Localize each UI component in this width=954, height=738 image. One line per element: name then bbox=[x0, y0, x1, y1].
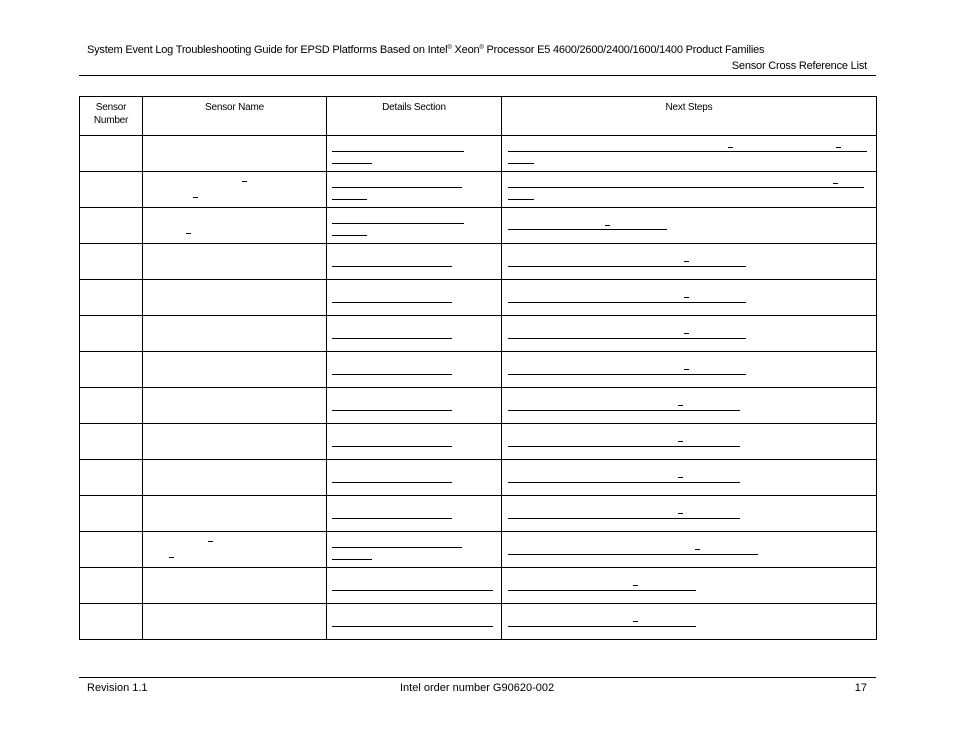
next-steps-link[interactable] bbox=[508, 199, 534, 200]
footer-divider bbox=[79, 677, 876, 678]
next-steps-link[interactable] bbox=[508, 187, 864, 188]
next-steps-cell bbox=[502, 244, 877, 280]
subscript-dash bbox=[684, 369, 689, 370]
subscript-dash bbox=[684, 261, 689, 262]
section-title: Sensor Cross Reference List bbox=[731, 60, 867, 72]
details-section-cell bbox=[327, 532, 502, 568]
revision-label: Revision 1.1 bbox=[87, 682, 148, 694]
table-row bbox=[80, 424, 877, 460]
details-section-cell bbox=[327, 280, 502, 316]
next-steps-link[interactable] bbox=[508, 446, 740, 447]
next-steps-cell bbox=[502, 568, 877, 604]
next-steps-cell bbox=[502, 280, 877, 316]
table-row bbox=[80, 496, 877, 532]
details-section-cell bbox=[327, 496, 502, 532]
details-section-cell bbox=[327, 424, 502, 460]
details-link[interactable] bbox=[332, 590, 493, 591]
next-steps-cell bbox=[502, 532, 877, 568]
order-number: Intel order number G90620-002 bbox=[400, 682, 555, 694]
details-link[interactable] bbox=[332, 163, 372, 164]
details-link[interactable] bbox=[332, 199, 367, 200]
details-section-cell bbox=[327, 460, 502, 496]
table-row bbox=[80, 568, 877, 604]
next-steps-link[interactable] bbox=[508, 554, 758, 555]
details-link[interactable] bbox=[332, 482, 452, 483]
subscript-dash bbox=[678, 441, 683, 442]
subscript-dash bbox=[242, 181, 247, 182]
sensor-number-cell bbox=[80, 388, 143, 424]
details-link[interactable] bbox=[332, 338, 452, 339]
page-number: 17 bbox=[854, 682, 867, 694]
sensor-number-cell bbox=[80, 316, 143, 352]
sensor-name-cell bbox=[143, 532, 327, 568]
details-link[interactable] bbox=[332, 235, 367, 236]
next-steps-cell bbox=[502, 316, 877, 352]
sensor-name-cell bbox=[143, 172, 327, 208]
details-link[interactable] bbox=[332, 223, 464, 224]
table-row bbox=[80, 460, 877, 496]
column-header-sensor-number: Sensor Number bbox=[80, 97, 143, 136]
sensor-number-cell bbox=[80, 172, 143, 208]
subscript-dash bbox=[728, 147, 733, 148]
sensor-name-cell bbox=[143, 496, 327, 532]
subscript-dash bbox=[169, 557, 174, 558]
next-steps-cell bbox=[502, 424, 877, 460]
sensor-number-cell bbox=[80, 352, 143, 388]
table-row bbox=[80, 136, 877, 172]
sensor-name-cell bbox=[143, 208, 327, 244]
column-header-details-section: Details Section bbox=[327, 97, 502, 136]
subscript-dash bbox=[684, 333, 689, 334]
details-link[interactable] bbox=[332, 559, 372, 560]
table-row bbox=[80, 316, 877, 352]
next-steps-link[interactable] bbox=[508, 374, 746, 375]
details-link[interactable] bbox=[332, 518, 452, 519]
details-section-cell bbox=[327, 388, 502, 424]
details-link[interactable] bbox=[332, 547, 462, 548]
next-steps-link[interactable] bbox=[508, 229, 667, 230]
subscript-dash bbox=[684, 297, 689, 298]
table-row bbox=[80, 244, 877, 280]
subscript-dash bbox=[833, 183, 838, 184]
header-divider bbox=[79, 75, 876, 76]
details-section-cell bbox=[327, 604, 502, 640]
details-section-cell bbox=[327, 136, 502, 172]
next-steps-link[interactable] bbox=[508, 163, 534, 164]
column-header-next-steps: Next Steps bbox=[502, 97, 877, 136]
table-row bbox=[80, 208, 877, 244]
column-header-sensor-name: Sensor Name bbox=[143, 97, 327, 136]
details-link[interactable] bbox=[332, 446, 452, 447]
details-link[interactable] bbox=[332, 302, 452, 303]
sensor-name-cell bbox=[143, 280, 327, 316]
sensor-name-cell bbox=[143, 460, 327, 496]
next-steps-link[interactable] bbox=[508, 266, 746, 267]
document-title: System Event Log Troubleshooting Guide for EPSD Platforms Based on Intel® Xeon® Processor E5 4600/2600/2400/1600/1400 Product Families bbox=[87, 44, 765, 56]
table-header-row bbox=[80, 97, 877, 136]
table-row bbox=[80, 388, 877, 424]
sensor-name-cell bbox=[143, 424, 327, 460]
next-steps-cell bbox=[502, 496, 877, 532]
next-steps-cell bbox=[502, 172, 877, 208]
sensor-name-cell bbox=[143, 568, 327, 604]
sensor-number-cell bbox=[80, 424, 143, 460]
sensor-name-cell bbox=[143, 136, 327, 172]
sensor-number-cell bbox=[80, 280, 143, 316]
table-row bbox=[80, 604, 877, 640]
sensor-number-cell bbox=[80, 568, 143, 604]
details-section-cell bbox=[327, 172, 502, 208]
sensor-name-cell bbox=[143, 352, 327, 388]
details-link[interactable] bbox=[332, 374, 452, 375]
details-section-cell bbox=[327, 568, 502, 604]
subscript-dash bbox=[836, 147, 841, 148]
next-steps-cell bbox=[502, 604, 877, 640]
subscript-dash bbox=[678, 513, 683, 514]
sensor-name-cell bbox=[143, 388, 327, 424]
subscript-dash bbox=[678, 477, 683, 478]
details-link[interactable] bbox=[332, 410, 452, 411]
details-section-cell bbox=[327, 352, 502, 388]
sensor-number-cell bbox=[80, 136, 143, 172]
details-section-cell bbox=[327, 208, 502, 244]
next-steps-link[interactable] bbox=[508, 626, 696, 627]
next-steps-link[interactable] bbox=[508, 590, 696, 591]
subscript-dash bbox=[633, 621, 638, 622]
table-row bbox=[80, 280, 877, 316]
subscript-dash bbox=[633, 585, 638, 586]
subscript-dash bbox=[208, 541, 213, 542]
sensor-number-cell bbox=[80, 532, 143, 568]
sensor-number-cell bbox=[80, 208, 143, 244]
sensor-name-cell bbox=[143, 244, 327, 280]
table-row bbox=[80, 172, 877, 208]
next-steps-link[interactable] bbox=[508, 410, 740, 411]
next-steps-cell bbox=[502, 460, 877, 496]
sensor-number-cell bbox=[80, 460, 143, 496]
details-section-cell bbox=[327, 316, 502, 352]
sensor-number-cell bbox=[80, 604, 143, 640]
sensor-name-cell bbox=[143, 604, 327, 640]
subscript-dash bbox=[678, 405, 683, 406]
next-steps-link[interactable] bbox=[508, 302, 746, 303]
sensor-number-cell bbox=[80, 496, 143, 532]
details-section-cell bbox=[327, 244, 502, 280]
table-row bbox=[80, 352, 877, 388]
details-link[interactable] bbox=[332, 266, 452, 267]
next-steps-link[interactable] bbox=[508, 338, 746, 339]
sensor-number-cell bbox=[80, 244, 143, 280]
subscript-dash bbox=[695, 549, 700, 550]
next-steps-link[interactable] bbox=[508, 518, 740, 519]
subscript-dash bbox=[605, 225, 610, 226]
sensor-cross-reference-table bbox=[79, 96, 877, 640]
next-steps-cell bbox=[502, 136, 877, 172]
subscript-dash bbox=[186, 233, 191, 234]
next-steps-cell bbox=[502, 352, 877, 388]
table-row bbox=[80, 532, 877, 568]
next-steps-link[interactable] bbox=[508, 151, 867, 152]
next-steps-cell bbox=[502, 388, 877, 424]
details-link[interactable] bbox=[332, 151, 464, 152]
details-link[interactable] bbox=[332, 626, 493, 627]
next-steps-link[interactable] bbox=[508, 482, 740, 483]
details-link[interactable] bbox=[332, 187, 462, 188]
next-steps-cell bbox=[502, 208, 877, 244]
sensor-name-cell bbox=[143, 316, 327, 352]
subscript-dash bbox=[193, 197, 198, 198]
